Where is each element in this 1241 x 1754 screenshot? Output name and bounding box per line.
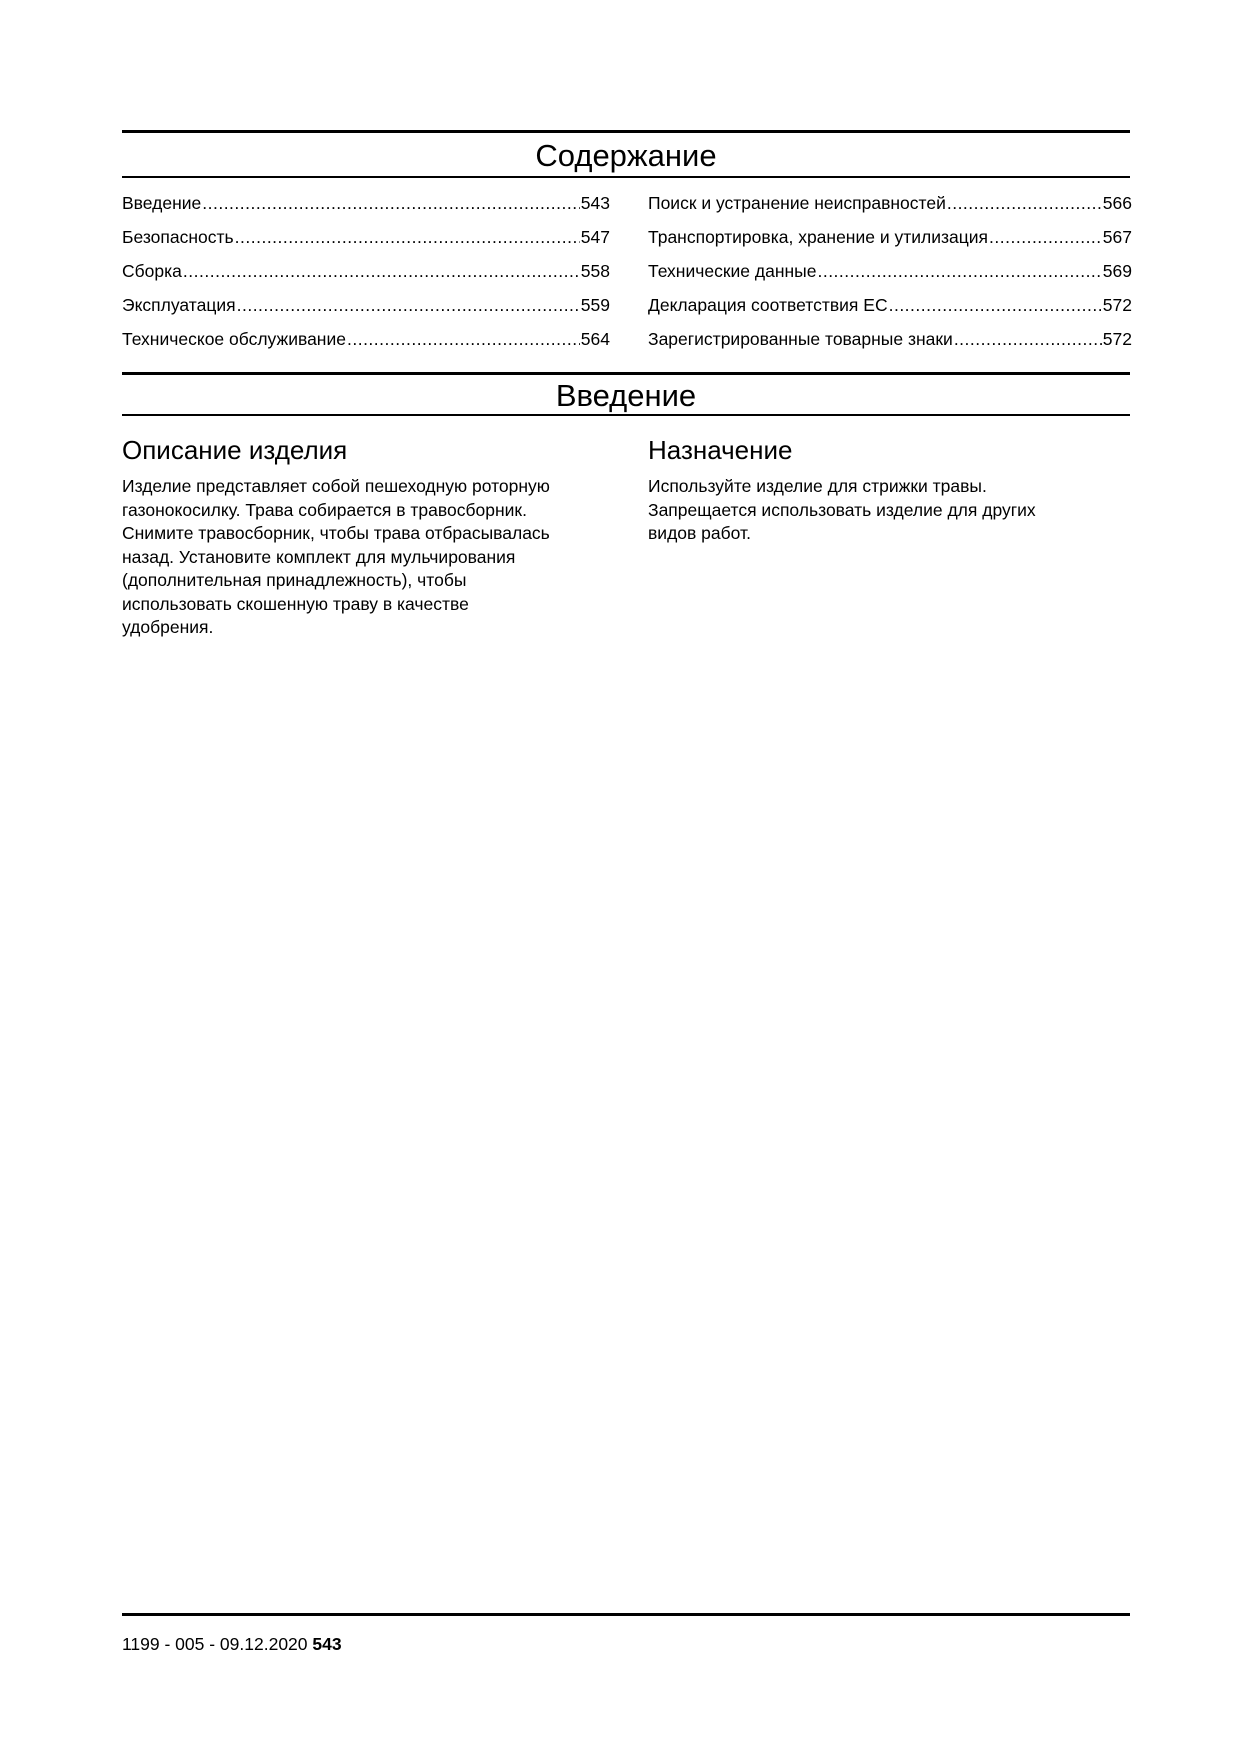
product-description-line: удобрения.: [122, 617, 214, 637]
toc-top-rule: [122, 130, 1130, 133]
toc-entry-label: Поиск и устранение неисправностей: [648, 193, 946, 213]
toc-leader-dots: [989, 220, 1102, 254]
toc-entry-label: Транспортировка, хранение и утилизация: [648, 227, 989, 247]
toc-leader-dots: [202, 186, 580, 220]
toc-entry-label: Сборка: [122, 261, 182, 281]
product-description-heading: Описание изделия: [122, 435, 348, 465]
toc-entry-page: 572: [1102, 295, 1132, 315]
intended-use-line: Используйте изделие для стрижки травы.: [648, 476, 987, 496]
product-description-line: Снимите травосборник, чтобы трава отбрасывалась: [122, 523, 550, 543]
toc-entry-maintenance[interactable]: [122, 322, 610, 356]
page-footer: [122, 1632, 342, 1656]
toc-entry-introduction[interactable]: [122, 186, 610, 220]
toc-entry-page: 572: [1102, 329, 1132, 349]
toc-entry-label: Технические данные: [648, 261, 817, 281]
toc-leader-dots: [237, 288, 580, 322]
footer-rule: [122, 1613, 1130, 1616]
toc-title: Содержание: [535, 138, 717, 173]
page-number: 543: [312, 1634, 342, 1654]
toc-entry-trademarks[interactable]: [648, 322, 1132, 356]
toc-entry-label: Безопасность: [122, 227, 234, 247]
toc-entry-label: Эксплуатация: [122, 295, 236, 315]
toc-entry-assembly[interactable]: [122, 254, 610, 288]
document-reference: 1199 - 005 - 09.12.2020: [122, 1634, 308, 1654]
toc-entry-label: Декларация соответствия ЕС: [648, 295, 888, 315]
toc-entry-label: Техническое обслуживание: [122, 329, 346, 349]
product-description-line: назад. Установите комплект для мульчирования: [122, 546, 516, 567]
intended-use-text: [648, 475, 1128, 546]
toc-leader-dots: [183, 254, 580, 288]
toc-entry-page: 569: [1102, 261, 1132, 281]
product-description-line: (дополнительная принадлежность), чтобы: [122, 570, 467, 590]
toc-right-column: [648, 186, 1132, 356]
toc-entry-safety[interactable]: [122, 220, 610, 254]
toc-entry-operation[interactable]: [122, 288, 610, 322]
toc-leader-dots: [347, 322, 580, 356]
toc-left-column: [122, 186, 610, 356]
toc-entry-page: 566: [1102, 193, 1132, 213]
toc-leader-dots: [954, 322, 1102, 356]
toc-bottom-rule: [122, 176, 1130, 178]
toc-leader-dots: [947, 186, 1102, 220]
toc-entry-ec-declaration[interactable]: [648, 288, 1132, 322]
toc-entry-page: 559: [580, 295, 610, 315]
toc-entry-technical-data[interactable]: [648, 254, 1132, 288]
intended-use-line: видов работ.: [648, 523, 751, 543]
product-description-line: Изделие представляет собой пешеходную роторную: [122, 476, 550, 496]
toc-leader-dots: [889, 288, 1102, 322]
toc-entry-troubleshooting[interactable]: [648, 186, 1132, 220]
intro-bottom-rule: [122, 414, 1130, 416]
toc-entry-page: 567: [1102, 227, 1132, 247]
toc-entry-page: 547: [580, 227, 610, 247]
product-description-line: газонокосилку. Трава собирается в травосборник.: [122, 499, 527, 520]
toc-entry-transport-storage[interactable]: [648, 220, 1132, 254]
toc-entry-page: 564: [580, 329, 610, 349]
toc-entry-page: 558: [580, 261, 610, 281]
intended-use-heading: Назначение: [648, 435, 793, 465]
intended-use-line: Запрещается использовать изделие для других: [648, 499, 1036, 520]
toc-entry-label: Введение: [122, 193, 202, 213]
intro-title: Введение: [555, 378, 697, 413]
toc-entry-page: 543: [580, 193, 610, 213]
intro-top-rule: [122, 372, 1130, 375]
product-description-line: использовать скошенную траву в качестве: [122, 593, 469, 614]
toc-entry-label: Зарегистрированные товарные знаки: [648, 329, 953, 349]
product-description-text: [122, 475, 622, 640]
toc-leader-dots: [235, 220, 580, 254]
toc-leader-dots: [817, 254, 1101, 288]
